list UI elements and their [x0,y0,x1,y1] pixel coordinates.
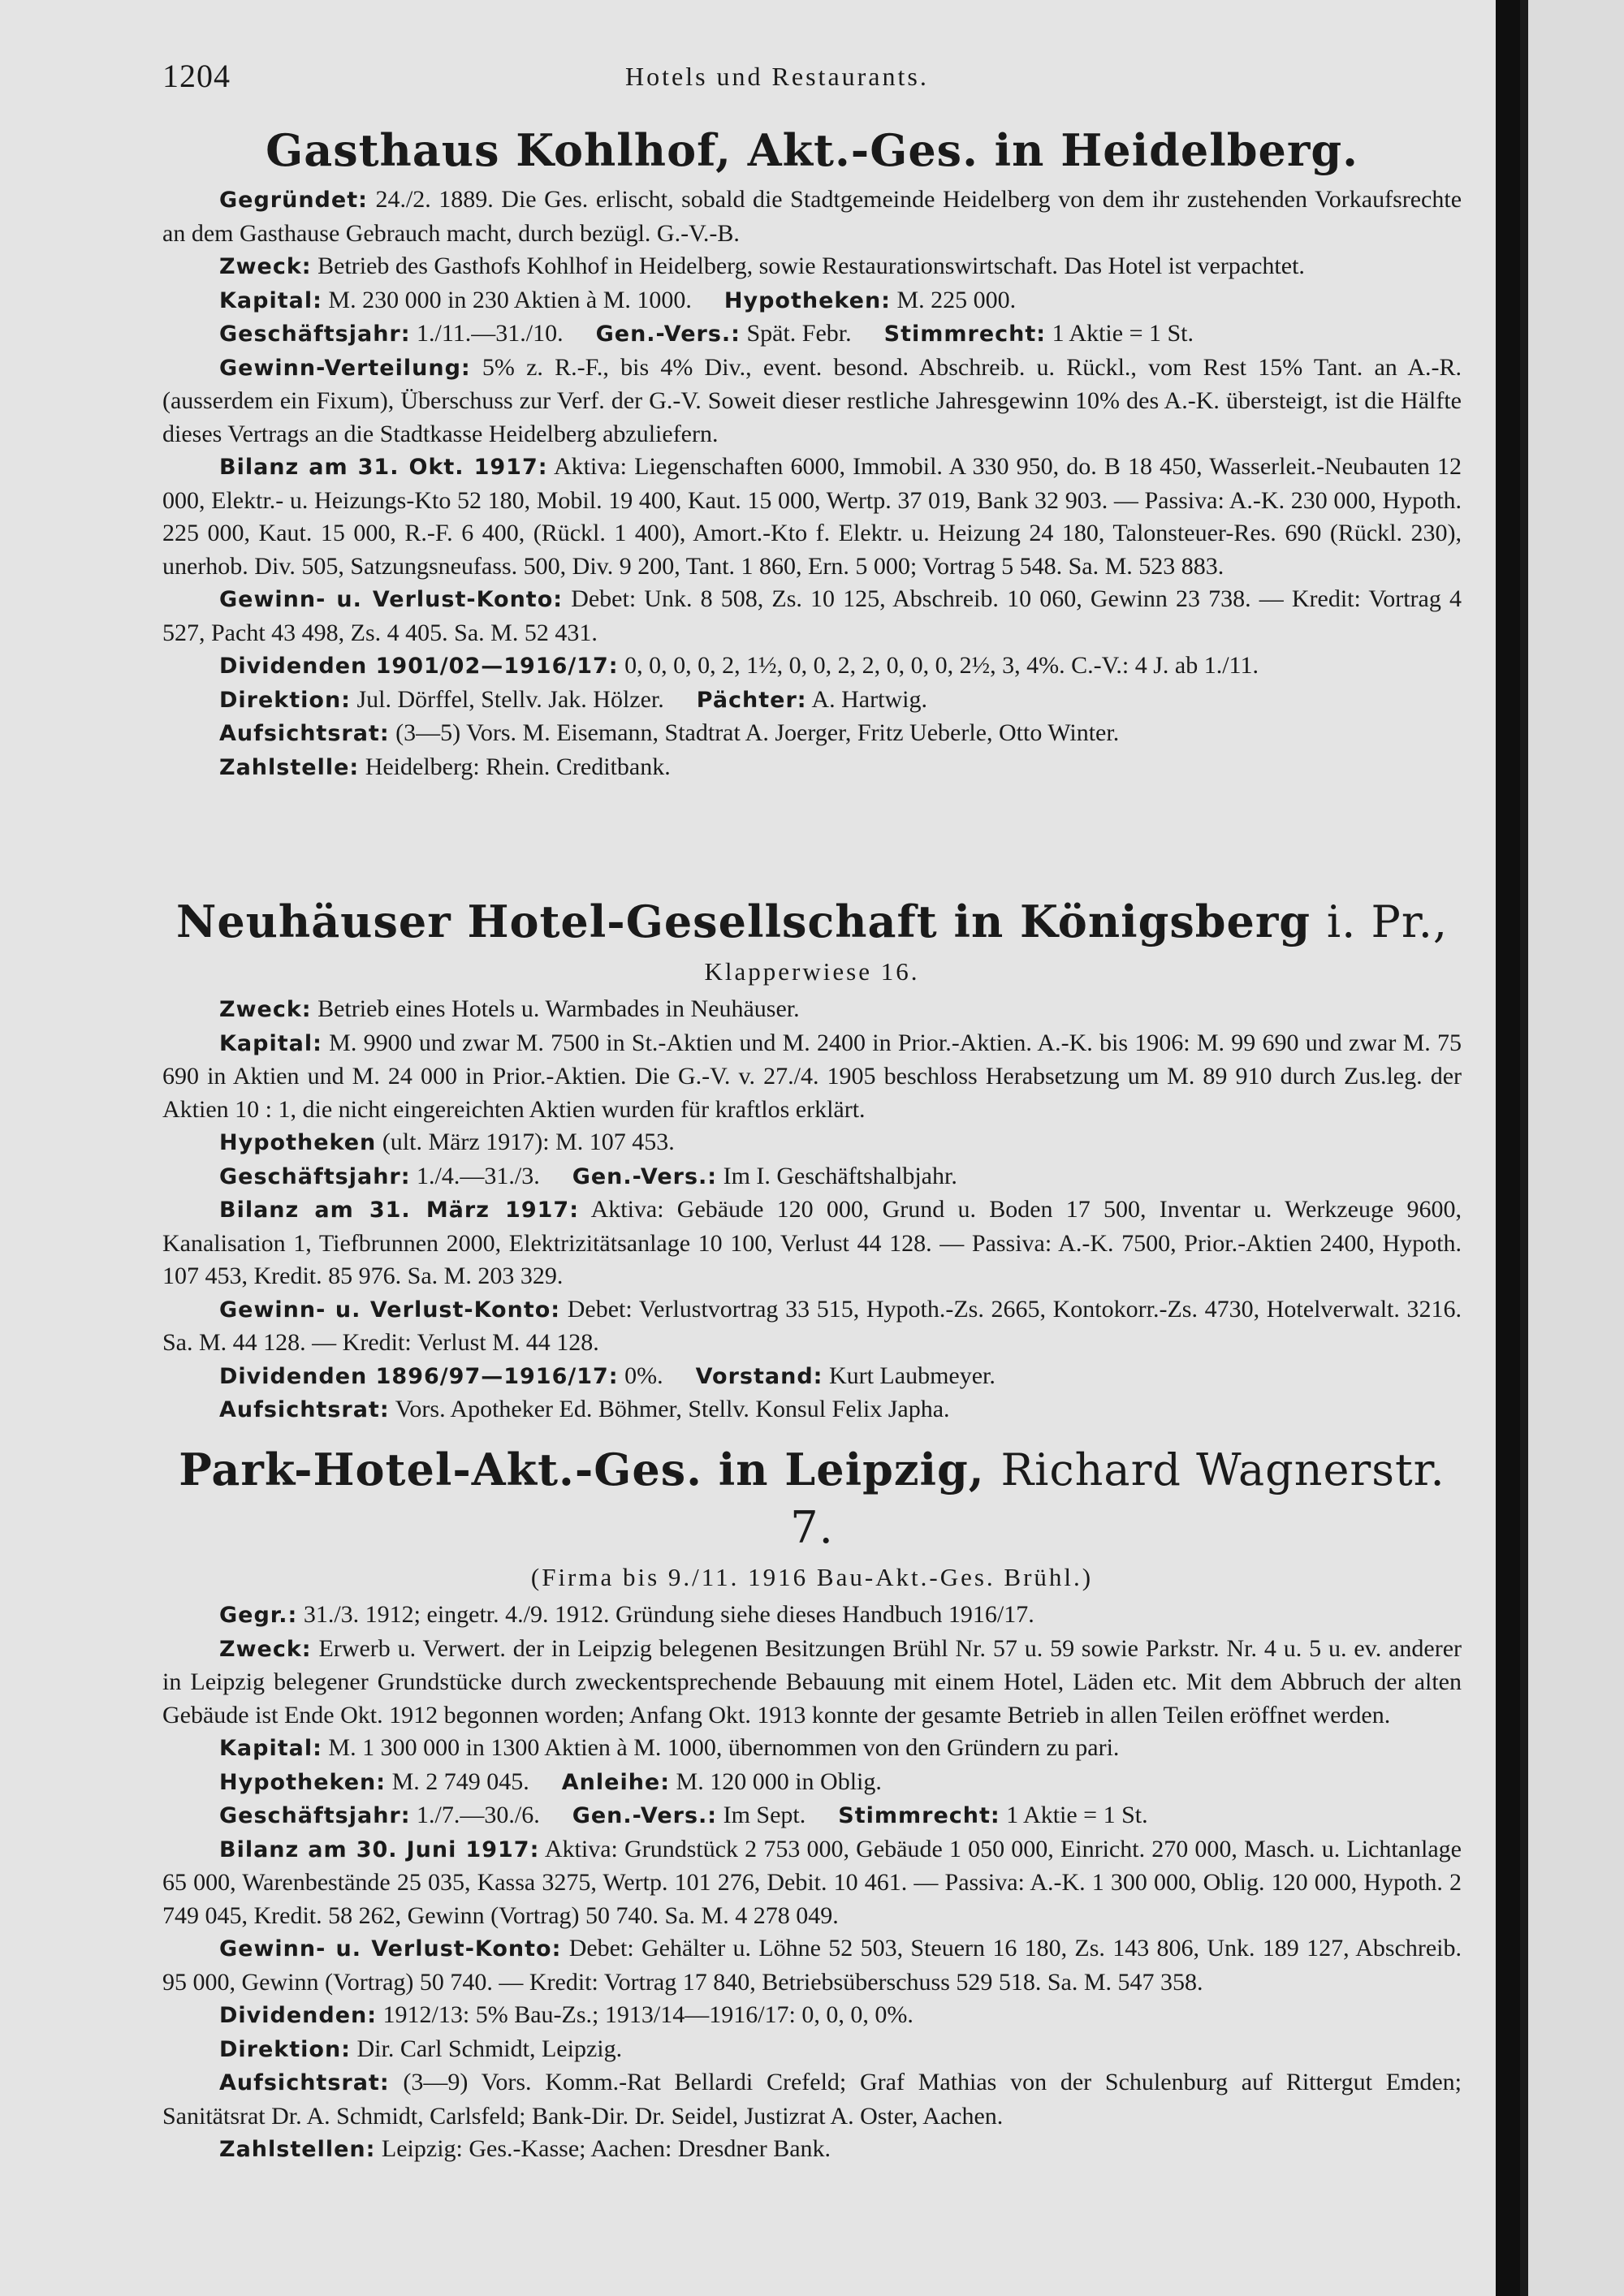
entry-text: 1./7.—30./6. [417,1802,540,1828]
entry-text: 24./2. 1889. Die Ges. erlischt, sobald die Stadtgemeinde Heidelberg von dem ihr zustehenden Vorkaufsrechte an dem Gasthause Gebrauch macht, durch bezügl. G.-V.-B. [162,186,1462,247]
entry-label: Kapital: [219,287,322,313]
entry-text: Debet: Unk. 8 508, Zs. 10 125, Abschreib. 10 060, Gewinn 23 738. — Kredit: Vortrag 4 527, Pacht 43 498, Zs. 4 405. Sa. M. 52 431. [162,585,1462,646]
entry-label: Zweck: [219,1636,312,1662]
entry-text: M. 120 000 in Oblig. [676,1767,882,1795]
entry-label: Aufsichtsrat: [219,2070,390,2095]
book-gutter [1496,0,1520,2296]
entry-label: Gen.-Vers.: [595,322,741,347]
entry-text: Dir. Carl Schmidt, Leipzig. [356,2035,623,2062]
company-title-suffix: i. Pr., [1326,896,1449,947]
entry-text: 1 Aktie = 1 St. [1052,320,1194,347]
entry-aufsichtsrat [162,2066,1462,2133]
entry-gegruendet [162,183,1462,250]
entry-text: (3—9) Vors. Komm.-Rat Bellardi Crefeld; Graf Mathias von der Schulenburg auf Rittergut Emden; Sanitätsrat Dr. A. Schmidt, Carlsfeld; Bank-Dir. Dr. Seidel, Justizrat A. Oster, Aachen. [162,2069,1462,2130]
entry-label: Hypotheken: [219,1769,387,1795]
company-entry-neuhaeuser [162,893,1462,1427]
company-title [162,1441,1462,1556]
entry-label: Bilanz am 31. Okt. 1917: [219,455,548,480]
entry-text: 1912/13: 5% Bau-Zs.; 1913/14—1916/17: 0, 0, 0, 0%. [382,2001,914,2028]
entry-label: Stimmrecht: [883,322,1047,347]
entry-direktion [162,684,1462,718]
entry-label: Dividenden 1896/97—1916/17: [219,1363,619,1389]
entry-label: Zahlstelle: [219,754,360,780]
company-address: Klapperwiese 16. [704,957,920,986]
entry-text: M. 230 000 in 230 Aktien à M. 1000. [328,286,692,313]
entry-label: Kapital: [219,1030,322,1056]
entry-bilanz [162,451,1462,583]
entry-text: M. 2 749 045. [391,1767,529,1795]
entry-text: Spät. Febr. [746,320,852,347]
entry-text: A. Hartwig. [811,685,927,713]
entry-label: Hypotheken: [723,287,891,313]
entry-label: Gewinn- u. Verlust-Konto: [219,1936,562,1962]
entry-geschaeftsjahr [162,1799,1462,1833]
entry-text: Debet: Gehälter u. Löhne 52 503, Steuern 16 180, Zs. 143 806, Unk. 189 127, Abschreib. 95 000, Gewinn (Vortrag) 50 740. — Kredit: Vortrag 17 840, Betriebsüberschuss 529 518. Sa. M. 547 358. [162,1935,1462,1996]
entry-text: Aktiva: Grundstück 2 753 000, Gebäude 1 050 000, Einricht. 270 000, Masch. u. Lichtanlage 65 000, Warenbestände 25 035, Kassa 3275, Wertp. 101 276, Debit. 10 461. — Passiva: A.-K. 1 300 000, Oblig. 120 000, Hypoth. 2 749 045, Kredit. 58 262, Gewinn (Vortrag) 50 740. Sa. M. 4 278 049. [162,1835,1462,1929]
entry-label: Direktion: [219,2036,351,2062]
entry-label: Bilanz am 31. März 1917: [219,1198,580,1223]
entry-geschaeftsjahr [162,317,1462,352]
entry-zahlstellen [162,2133,1462,2167]
entry-label: Direktion: [219,687,351,713]
page-number: 1204 [162,58,231,94]
entry-label: Geschäftsjahr: [219,322,411,347]
entry-text: 1./4.—31./3. [417,1162,540,1189]
entry-gewinn-verlust [162,1293,1462,1360]
company-title-main: Park-Hotel-Akt.-Ges. in Leipzig, [179,1444,985,1495]
entry-label: Hypotheken [219,1130,377,1155]
entry-label: Aufsichtsrat: [219,1397,390,1422]
entry-text: M. 9900 und zwar M. 7500 in St.-Aktien und M. 2400 in Prior.-Aktien. A.-K. bis 1906: M. 99 690 und zwar M. 75 690 in Aktien und M. 24 000 in Prior.-Aktien. Die G.-V. v. 27./4. 1905 beschloss Herabsetzung um M. 89 910 durch Zus.leg. der Aktien 10 : 1, die nicht eingereichten Aktien wurden für kraftlos erklärt. [162,1029,1462,1123]
entry-text: M. 1 300 000 in 1300 Aktien à M. 1000, übernommen von den Gründern zu pari. [328,1734,1120,1761]
entry-hypotheken [162,1766,1462,1800]
entry-label: Kapital: [219,1736,322,1761]
entry-text: Erwerb u. Verwert. der in Leipzig belegenen Besitzungen Brühl Nr. 57 u. 59 sowie Parkstr. Nr. 4 u. 5 u. ev. anderer in Leipzig belegener Grundstücke durch zweckentsprechende Bebauung mit einem Hotel, Läden etc. Mit dem Abbruch der alten Gebäude ist Ende Okt. 1912 begonnen worden; Anfang Okt. 1913 konnte der gesamte Betrieb in allen Teilen eröffnet werden. [162,1634,1462,1728]
entry-label: Vorstand: [695,1363,823,1389]
entry-geschaeftsjahr [162,1160,1462,1194]
entry-text: Im I. Geschäftshalbjahr. [723,1162,957,1189]
entry-label: Bilanz am 30. Juni 1917: [219,1836,540,1862]
entry-label: Geschäftsjahr: [219,1803,411,1828]
entry-text: Aktiva: Gebäude 120 000, Grund u. Boden 17 500, Inventar u. Werkzeuge 9600, Kanalisation 1, Tiefbrunnen 2000, Elektrizitätsanlage 10 100, Verlust 44 128. — Passiva: A.-K. 7500, Prior.-Aktien 2400, Hypoth. 107 453, Kredit. 85 976. Sa. M. 203 329. [162,1196,1462,1289]
entry-label: Zweck: [219,997,312,1022]
entry-text: 1./11.—31./10. [417,320,564,347]
entry-text: Jul. Dörffel, Stellv. Jak. Hölzer. [356,685,664,713]
entry-dividenden [162,1360,1462,1394]
entry-text: Betrieb des Gasthofs Kohlhof in Heidelberg, sowie Restaurationswirtschaft. Das Hotel ist verpachtet. [317,252,1305,279]
entry-zweck [162,1633,1462,1733]
entry-aufsichtsrat [162,1393,1462,1427]
entry-aufsichtsrat [162,717,1462,751]
entry-label: Gewinn- u. Verlust-Konto: [219,587,564,612]
company-entry-park-hotel [162,1441,1462,2167]
company-title-main: Neuhäuser Hotel-Gesellschaft in Königsberg [175,896,1311,947]
entry-kapital [162,284,1462,318]
entry-text: Aktiva: Liegenschaften 6000, Immobil. A 330 950, do. B 18 450, Wasserleit.-Neubauten 12 000, Elektr.- u. Heizungs-Kto 52 180, Mobil. 19 400, Kaut. 15 000, Wertp. 37 019, Bank 32 903. — Passiva: A.-K. 230 000, Hypoth. 225 000, Kaut. 15 000, R.-F. 6 400, (Rückl. 1 400), Amort.-Kto f. Elektr. u. Heizung 24 180, Talonsteuer-Res. 690 (Rückl. 230), unerhob. Div. 505, Satzungsneufass. 500, Div. 9 200, Tant. 1 860, Ern. 5 000; Vortrag 5 548. Sa. M. 523 883. [162,453,1462,580]
entry-gewinn-verlust [162,1932,1462,1999]
entry-direktion [162,2033,1462,2067]
entry-kapital [162,1027,1462,1127]
entry-zweck [162,993,1462,1027]
entry-text: 5% z. R.-F., bis 4% Div., event. besond. Abschreib. u. Rückl., vom Rest 15% Tant. an A.-R. (ausserdem ein Fixum), Überschuss zur Verf. der G.-V. Soweit dieser restliche Jahresgewinn 10% des A.-K. übersteigt, ist die Hälfte dieses Vertrags an die Stadtkasse Heidelberg abzuliefern. [162,353,1462,447]
entry-hypotheken [162,1126,1462,1160]
entry-label: Pächter: [696,687,807,713]
entry-text: M. 225 000. [896,286,1017,313]
entry-label: Gegr.: [219,1603,298,1628]
entry-text: 0, 0, 0, 0, 2, 1½, 0, 0, 2, 2, 0, 0, 0, 2½, 3, 4%. C.-V.: 4 J. ab 1./11. [624,652,1259,679]
entry-text: Im Sept. [723,1802,806,1828]
entry-label: Gen.-Vers.: [572,1803,718,1828]
entry-gegruendet [162,1599,1462,1633]
entry-label: Anleihe: [561,1769,671,1795]
entry-label: Gewinn-Verteilung: [219,355,471,381]
entry-label: Dividenden 1901/02—1916/17: [219,654,619,679]
entry-text: Leipzig: Ges.-Kasse; Aachen: Dresdner Bank. [381,2135,831,2162]
company-title-suffix: Richard Wagnerstr. 7. [790,1444,1445,1553]
entry-dividenden [162,1999,1462,2033]
entry-text: Betrieb eines Hotels u. Warmbades in Neuhäuser. [317,995,800,1022]
entry-text: Debet: Verlustvortrag 33 515, Hypoth.-Zs. 2665, Kontokorr.-Zs. 4730, Hotelverwalt. 3216. Sa. M. 44 128. — Kredit: Verlust M. 44 128. [162,1295,1462,1356]
entry-zweck [162,250,1462,284]
company-entry-gasthaus-kohlhof [162,122,1462,784]
entry-text: Heidelberg: Rhein. Creditbank. [365,753,671,780]
entry-label: Geschäftsjahr: [219,1163,411,1189]
company-former-name: (Firma bis 9./11. 1916 Bau-Akt.-Ges. Brühl.) [530,1563,1094,1591]
entry-dividenden [162,650,1462,684]
entry-bilanz [162,1833,1462,1933]
entry-kapital [162,1732,1462,1766]
entry-zahlstelle [162,751,1462,785]
page-header [162,57,1462,106]
entry-label: Dividenden: [219,2003,378,2028]
entry-text: Kurt Laubmeyer. [828,1362,996,1389]
entry-text: Vors. Apotheker Ed. Böhmer, Stellv. Konsul Felix Japha. [395,1396,950,1422]
adjacent-page-edge [1496,0,1624,2296]
entry-label: Aufsichtsrat: [219,721,390,746]
entry-label: Zweck: [219,254,312,279]
entry-gewinn-verlust [162,583,1462,650]
running-title: Hotels und Restaurants. [625,62,929,91]
entry-label: Gen.-Vers.: [572,1163,718,1189]
entry-label: Gewinn- u. Verlust-Konto: [219,1297,561,1323]
entry-label: Stimmrecht: [838,1803,1000,1828]
entry-label: Gegründet: [219,188,368,213]
entry-label: Zahlstellen: [219,2137,376,2162]
entry-text: 31./3. 1912; eingetr. 4./9. 1912. Gründung siehe dieses Handbuch 1916/17. [303,1601,1034,1628]
entry-text: 1 Aktie = 1 St. [1006,1802,1148,1828]
entry-text: 0%. [624,1362,663,1389]
adjacent-page-sheet [1528,0,1624,2296]
company-title: Gasthaus Kohlhof, Akt.-Ges. in Heidelberg. [266,124,1358,176]
entry-text: (3—5) Vors. M. Eisemann, Stadtrat A. Joerger, Fritz Ueberle, Otto Winter. [395,719,1120,746]
entry-text: (ult. März 1917): M. 107 453. [382,1129,675,1155]
company-title [162,893,1462,951]
entry-gewinn-verteilung [162,352,1462,451]
entry-bilanz [162,1193,1462,1293]
